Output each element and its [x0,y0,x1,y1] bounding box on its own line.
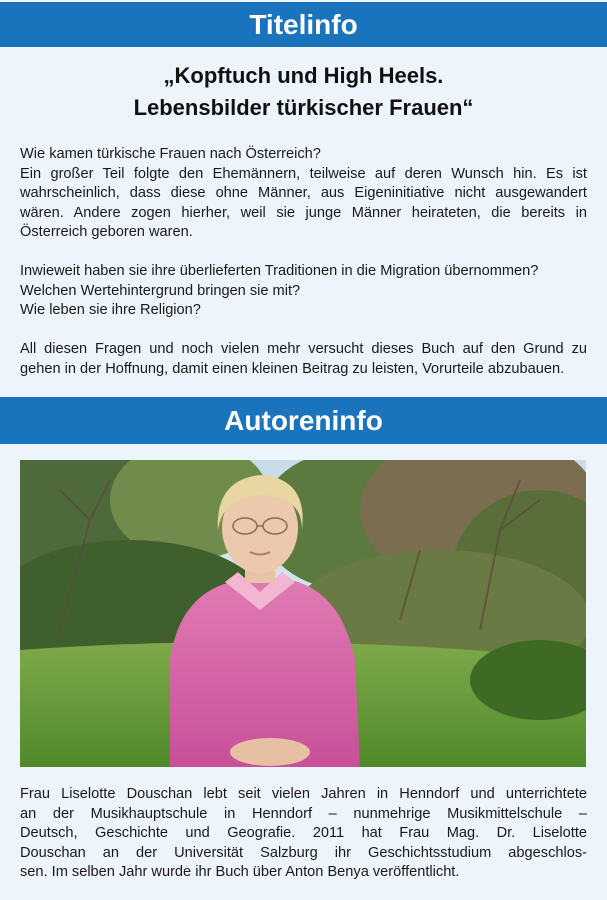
author-photo [20,460,586,767]
bio-line: Deutsch, Geschichte und Geografie. 2011 hat Frau Mag. Dr. Liselotte [20,825,587,841]
description-line: gehen in der Hoffnung, damit einen kleinen Beitrag zu leisten, Vorurteile abzubauen. [20,360,565,377]
book-title [0,60,607,124]
bio-line: an der Musikhauptschule in Henndorf – nunmehrige Musikmittelschule – [20,805,587,822]
description-line: wären. Andere zogen hierher, weil sie junge Männer heirateten, die bereits in [20,204,587,221]
description-line: Ein großer Teil folgte den Ehemännern, teilweise auf deren Wunsch hin. Es ist [20,165,587,182]
bio-line: Douschan an der Universität Salzburg ihr Geschichtsstudium abgeschlos- [20,844,587,861]
description-line: Welchen Wertehintergrund bringen sie mit? [20,282,301,299]
author-info-heading: Autoreninfo [0,397,607,444]
bio-line: Frau Liselotte Douschan lebt seit vielen Jahren in Henndorf und unterrichtete [20,786,587,802]
description-line: Wie leben sie ihre Religion? [20,302,201,318]
book-description [20,145,587,379]
description-line: Wie kamen türkische Frauen nach Österreich? [20,146,321,162]
description-line: Österreich geboren waren. [20,224,193,240]
description-line: Inwieweit haben sie ihre überlieferten Traditionen in die Migration übernommen? [20,263,539,279]
author-bio [20,785,587,883]
description-line: wahrscheinlich, dass diese ohne Männer, aus Eigeninitiative nicht ausgewandert [20,185,587,201]
book-title-line-1: „Kopftuch und High Heels. [163,63,444,88]
book-title-line-2: Lebensbilder türkischer Frauen“ [133,95,474,120]
description-line: All diesen Fragen und noch vielen mehr versucht dieses Buch auf den Grund zu [20,341,587,357]
bio-line: sen. Im selben Jahr wurde ihr Buch über Anton Benya veröffentlicht. [20,864,460,880]
title-info-heading: Titelinfo [0,2,607,47]
